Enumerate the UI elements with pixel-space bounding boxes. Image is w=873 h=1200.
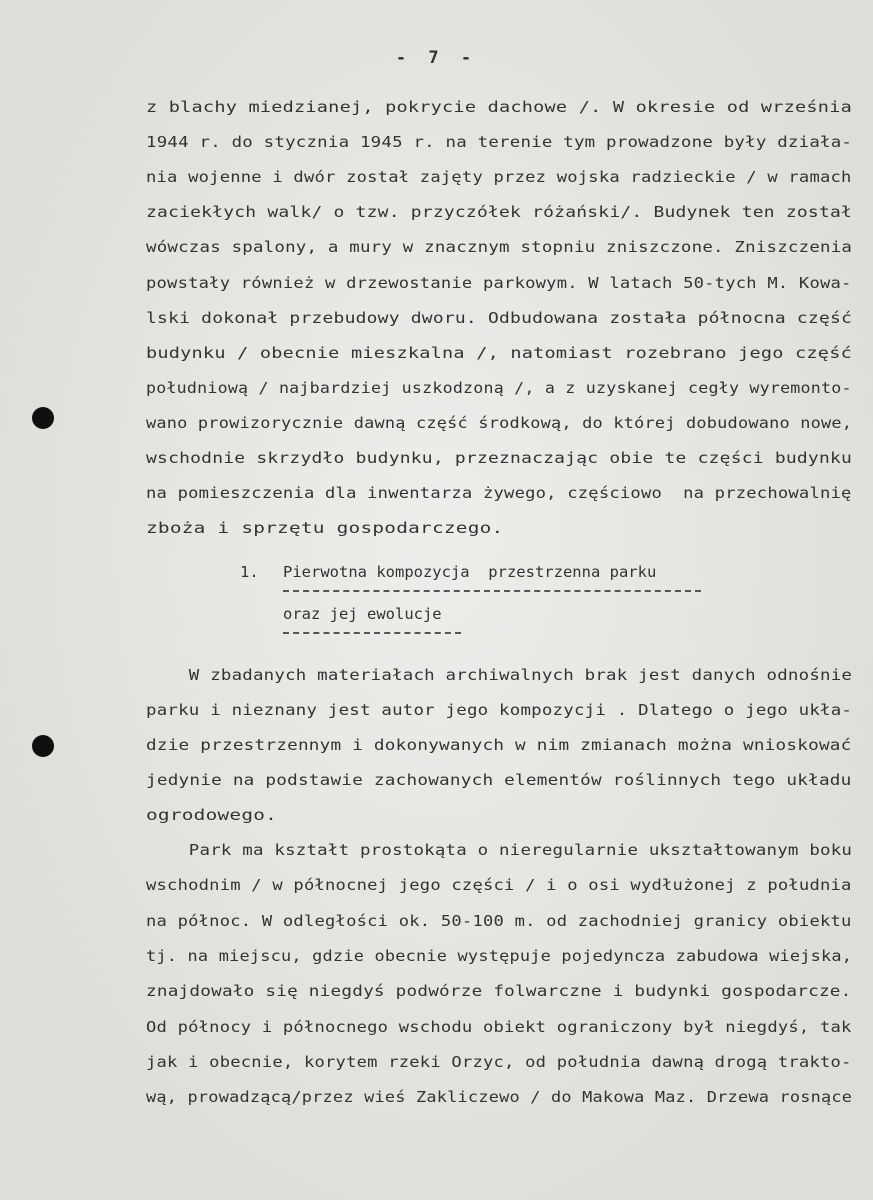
text-line: lski dokonał przebudowy dworu. Odbudowana została północna część <box>146 308 853 327</box>
text-line: wschodnie skrzydło budynku, przeznaczając obie te części budynku <box>146 449 853 467</box>
text-line: wówczas spalony, a mury w znacznym stopniu zniszczone. Zniszczenia <box>146 238 853 257</box>
heading-underline-1 <box>283 590 701 592</box>
text-line: tj. na miejscu, gdzie obecnie występuje pojedyncza zabudowa wiejska, <box>146 946 853 965</box>
text-line: jedynie na podstawie zachowanych elementów roślinnych tego układu <box>146 771 852 789</box>
text-line: powstały również w drzewostanie parkowym. W latach 50-tych M. Kowa- <box>146 273 852 292</box>
text-line: ogrodowego. <box>146 806 278 824</box>
text-line: wschodnim / w północnej jego części / i o osi wydłużonej z południa <box>146 876 852 895</box>
text-line: nia wojenne i dwór został zajęty przez wojska radzieckie / w ramach <box>146 168 852 187</box>
text-line: Od północy i północnego wschodu obiekt ograniczony był niegdyś, tak <box>146 1017 852 1036</box>
heading-line-2: oraz jej ewolucje <box>283 605 442 623</box>
punch-hole-bottom <box>32 735 54 757</box>
text-line: W zbadanych materiałach archiwalnych brak jest danych odnośnie <box>146 666 853 684</box>
text-line: na północ. W odległości ok. 50-100 m. od zachodniej granicy obiektu <box>146 911 852 930</box>
heading-underline-2 <box>283 632 461 634</box>
text-line: zboża i sprzętu gospodarczego. <box>146 519 504 538</box>
text-line: wą, prowadzącą/przez wieś Zakliczewo / do Makowa Maz. Drzewa rosnące <box>146 1088 853 1107</box>
text-line: znajdowało się niegdyś podwórze folwarczne i budynki gospodarcze. <box>146 982 852 1001</box>
text-line: 1944 r. do stycznia 1945 r. na terenie tym prowadzone były działa- <box>146 133 853 152</box>
text-line: na pomieszczenia dla inwentarza żywego, częściowo na przechowalnię <box>146 484 852 503</box>
text-line: budynku / obecnie mieszkalna /, natomiast rozebrano jego część <box>146 343 852 362</box>
text-line: parku i nieznany jest autor jego kompozycji . Dlatego o jego ukła- <box>146 701 853 719</box>
heading-number: 1. <box>240 563 259 581</box>
page-number: - 7 - <box>395 48 478 68</box>
heading-line-1: Pierwotna kompozycja przestrzenna parku <box>283 563 657 581</box>
text-line: wano prowizorycznie dawną część środkową, do której dobudowano nowe, <box>146 413 853 432</box>
text-line: dzie przestrzennym i dokonywanych w nim zmianach można wnioskować <box>146 736 852 754</box>
text-line: jak i obecnie, korytem rzeki Orzyc, od południa dawną drogą trakto- <box>146 1052 852 1071</box>
text-line: południową / najbardziej uszkodzoną /, a z uzyskanej cegły wyremonto- <box>146 378 852 397</box>
text-line: zaciekłych walk/ o tzw. przyczółek różański/. Budynek ten został <box>146 203 853 222</box>
text-line: z blachy miedzianej, pokrycie dachowe /. W okresie od września <box>146 98 852 116</box>
text-line: Park ma kształt prostokąta o nieregularnie ukształtowanym boku <box>146 841 853 859</box>
punch-hole-top <box>32 407 54 429</box>
